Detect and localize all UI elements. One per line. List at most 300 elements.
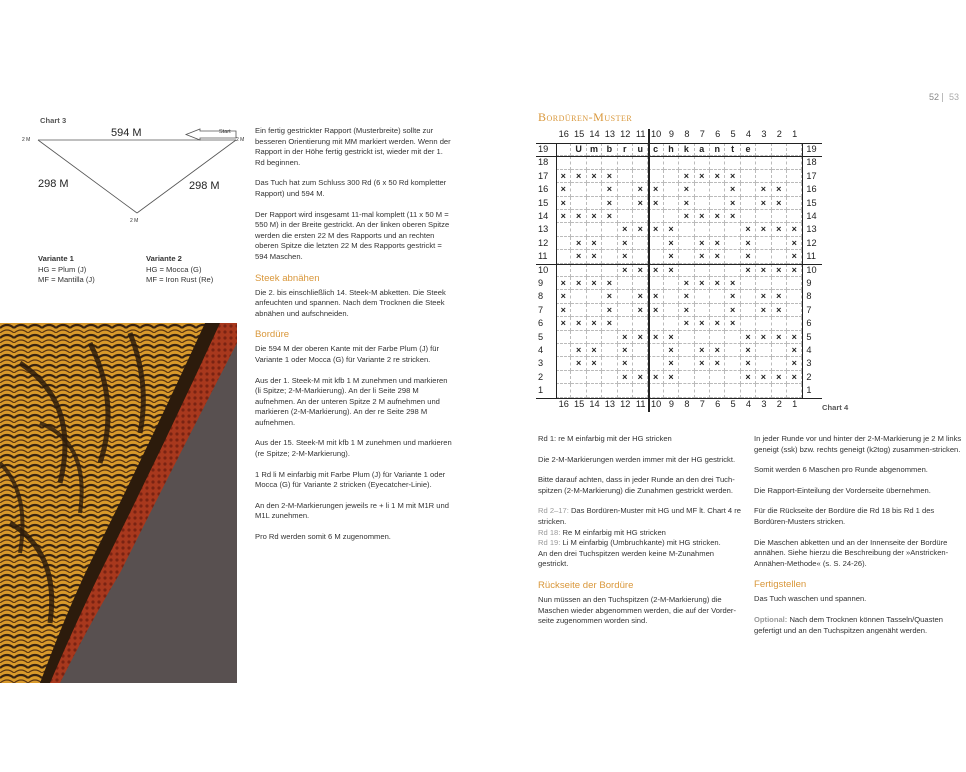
chart4-mf-stitch: × (741, 331, 756, 344)
chart4-cell (602, 331, 617, 344)
chart4-mf-stitch: × (571, 317, 586, 330)
chart4-mf-stitch: × (679, 197, 694, 210)
chart4-cell (648, 317, 663, 330)
chart4-cell (787, 197, 802, 210)
chart4-row-number-right: 11 (806, 251, 816, 262)
chart4-cell (556, 223, 571, 236)
chart4-mf-stitch: × (710, 277, 725, 290)
chart4-heading: Bordüren-Muster (538, 110, 633, 124)
chart4-fold-letter: e (741, 143, 756, 156)
text-bordure-6: Pro Rd werden somit 6 M zugenommen. (255, 532, 391, 542)
chart4-mf-stitch: × (556, 317, 571, 330)
chart4-cell (772, 143, 787, 156)
chart4-mf-stitch: × (679, 170, 694, 183)
right-edge-count: 298 M (189, 180, 220, 192)
chart4-mf-stitch: × (556, 304, 571, 317)
heading-bordure: Bordüre (255, 329, 290, 341)
chart4-mf-stitch: × (741, 237, 756, 250)
chart4-row-number-right: 9 (806, 278, 812, 288)
page-number-right: 53 (949, 92, 960, 102)
text-wash: Das Tuch waschen und spannen. (754, 594, 867, 604)
chart4-cell (695, 371, 710, 384)
text-bordure-2: Aus der 1. Steek-M mit kfb 1 M zunehmen und markieren (li Spitze; 2-M-Markierung). An der li Seite 298 M aufnehmen. An der unteren Spitze 2 M aufnehmen und markieren (2-M-Markierung). An der re Seite 298 M aufnehmen. (255, 375, 448, 427)
chart4-row-number-right: 6 (806, 318, 812, 329)
chart4-col-number-bottom: 4 (745, 398, 752, 409)
chart4-mf-stitch: × (710, 357, 725, 370)
chart4-mf-stitch: × (648, 371, 663, 384)
chart4-mf-stitch: × (587, 210, 602, 223)
chart4-mf-stitch: × (679, 210, 694, 223)
chart4-mf-stitch: × (756, 197, 771, 210)
chart4-cell (602, 156, 617, 169)
chart4-mf-stitch: × (602, 317, 617, 330)
chart4-mf-stitch: × (648, 183, 663, 196)
chart4-cell (741, 317, 756, 330)
chart4-mf-stitch: × (756, 223, 771, 236)
chart4-mf-stitch: × (741, 223, 756, 236)
chart4-mf-stitch: × (679, 277, 694, 290)
chart4-left-rule (556, 143, 557, 398)
chart4-mf-stitch: × (602, 304, 617, 317)
chart4-row-number-right: 4 (806, 345, 812, 355)
chart4-cell (571, 156, 586, 169)
chart4-cell (633, 317, 648, 330)
chart4-cell (664, 317, 679, 330)
chart4-cell (695, 264, 710, 277)
text-increase-points: Bitte darauf achten, dass in jeder Runde an den drei Tuch-spitzen (2-M-Markierung) die Zunahmen gestrickt werden. (538, 475, 735, 495)
instructions-column-middle (255, 126, 453, 553)
chart4-mf-stitch: × (787, 331, 802, 344)
chart4-cell (556, 384, 571, 397)
chart4-cell (618, 156, 633, 169)
chart4-cell (679, 371, 694, 384)
chart4-cell (741, 170, 756, 183)
chart4-cell (772, 210, 787, 223)
chart4-cell (772, 357, 787, 370)
chart4-cell (679, 344, 694, 357)
text-round-1: Rd 1: re M einfarbig mit der HG stricken (538, 434, 672, 443)
chart4-cell (772, 156, 787, 169)
chart4-cell (725, 371, 740, 384)
chart4-cell (587, 384, 602, 397)
chart4-cell (756, 357, 771, 370)
chart4-col-number-bottom: 16 (558, 398, 569, 409)
chart4-cell (787, 143, 802, 156)
chart4-row-number-left: 13 (538, 224, 549, 235)
chart4-mf-stitch: × (695, 277, 710, 290)
text-round-count: Das Tuch hat zum Schluss 300 Rd (6 x 50 Rd kompletter Rapport) und 594 M. (255, 178, 447, 198)
chart4-col-number-bottom: 14 (589, 398, 600, 409)
chart4-cell (587, 331, 602, 344)
chart4-row-number-left: 4 (538, 345, 544, 355)
chart4-mf-stitch: × (571, 344, 586, 357)
chart4-col-number-top: 3 (761, 129, 767, 139)
chart4-row-number-right: 19 (806, 144, 817, 154)
chart4-mf-stitch: × (587, 277, 602, 290)
chart4-row-number-right: 13 (806, 224, 817, 235)
text-decrease: In jeder Runde vor und hinter der 2-M-Markierung je 2 M links geneigt (ssk) bzw. rechts geneigt (k2tog) zusammen-stricken. (754, 434, 962, 454)
chart4-cell (571, 331, 586, 344)
chart4-cell (587, 223, 602, 236)
chart4-cell (787, 304, 802, 317)
chart4-cell (571, 384, 586, 397)
text-rapport-marking: Ein fertig gestrickter Rapport (Musterbreite) sollte zur besseren Orientierung mit MM markiert werden. Wenn der Rapport in der Höhe fertig gestrickt ist, wieder mit der 1. Rd beginnen. (255, 126, 451, 167)
chart4-label: Chart 4 (822, 403, 849, 412)
chart4-row-number-left: 8 (538, 291, 544, 302)
chart4-cell (633, 250, 648, 263)
chart4-row-number-right: 7 (806, 304, 812, 315)
chart4-row-number-right: 15 (806, 197, 817, 208)
chart4-cell (772, 277, 787, 290)
chart4-mf-stitch: × (772, 197, 787, 210)
chart4-mf-stitch: × (648, 264, 663, 277)
chart4-cell (618, 304, 633, 317)
text-repeat-division: Die Rapport-Einteilung der Vorderseite übernehmen. (754, 485, 931, 495)
chart4-mf-stitch: × (756, 371, 771, 384)
text-bordure-1: Die 594 M der oberen Kante mit der Farbe Plum (J) für Variante 1 oder Mocca (G) für Variante 2 re stricken. (255, 344, 440, 364)
chart4-fold-letter: t (725, 143, 740, 156)
chart4-mf-stitch: × (648, 223, 663, 236)
chart4-mf-stitch: × (633, 371, 648, 384)
chart4-cell (695, 223, 710, 236)
chart4-cell (725, 156, 740, 169)
chart4-cell (664, 277, 679, 290)
chart4-cell (741, 183, 756, 196)
chart4-top-rule (536, 143, 822, 144)
chart4-cell (710, 371, 725, 384)
chart4-cell (756, 384, 771, 397)
variant-2 (146, 254, 213, 286)
chart4-cell (648, 357, 663, 370)
chart4-cell (556, 344, 571, 357)
chart4-mf-stitch: × (679, 304, 694, 317)
chart4-mf-stitch: × (664, 344, 679, 357)
chart4-cell (756, 317, 771, 330)
chart4-mf-stitch: × (725, 210, 740, 223)
chart4-row-number-left: 18 (538, 157, 549, 168)
chart4-cell (756, 156, 771, 169)
chart4-mf-stitch: × (633, 304, 648, 317)
chart4-cell (725, 384, 740, 397)
chart4-cell (725, 344, 740, 357)
text-back-rounds: Für die Rückseite der Bordüre die Rd 18 bis Rd 1 des Bordüren-Musters stricken. (754, 506, 935, 526)
chart4-cell (756, 344, 771, 357)
variant-2-hg: HG = Mocca (G) (146, 264, 202, 274)
chart4-mf-stitch: × (587, 250, 602, 263)
chart4-mf-stitch: × (602, 210, 617, 223)
chart4-mf-stitch: × (679, 183, 694, 196)
chart4-mf-stitch: × (787, 250, 802, 263)
text-bordure-4: 1 Rd li M einfarbig mit Farbe Plum (J) für Variante 1 oder Mocca (G) für Variante 2 stricken (Eyecatcher-Linie). (255, 469, 446, 490)
chart4-cell (556, 237, 571, 250)
chart4-row19-rule (536, 156, 822, 157)
chart4-cell (741, 156, 756, 169)
chart4-mf-stitch: × (756, 264, 771, 277)
page-number-left: 52 (929, 92, 940, 102)
chart4-cell (618, 277, 633, 290)
chart4-mf-stitch: × (710, 317, 725, 330)
chart4-cell (587, 264, 602, 277)
chart4-cell (648, 170, 663, 183)
chart4-mf-stitch: × (664, 237, 679, 250)
chart4-row-number-right: 16 (806, 184, 817, 195)
chart4-cell (695, 304, 710, 317)
chart4-cell (756, 143, 771, 156)
chart4-cell (679, 250, 694, 263)
chart4-cell (772, 344, 787, 357)
chart4-mf-stitch: × (602, 183, 617, 196)
chart4-cell (587, 371, 602, 384)
corner-label-right: 2 M (236, 137, 245, 143)
chart4-mf-stitch: × (725, 290, 740, 303)
chart4-row-number-left: 3 (538, 358, 544, 369)
chart4-row-number-right: 2 (806, 371, 812, 382)
chart4-cell (741, 290, 756, 303)
chart4-mf-stitch: × (571, 277, 586, 290)
chart4-cell (710, 183, 725, 196)
chart4-mf-stitch: × (756, 331, 771, 344)
chart4-mf-stitch: × (587, 357, 602, 370)
chart4-row-number-left: 2 (538, 371, 544, 382)
chart4-cell (679, 237, 694, 250)
chart4-cell (556, 264, 571, 277)
chart4-mf-stitch: × (695, 210, 710, 223)
text-marker-hg: Die 2-M-Markierungen werden immer mit der HG gestrickt. (538, 454, 736, 464)
chart4-row-number-right: 5 (806, 331, 812, 342)
chart4-col-number-top: 4 (745, 129, 752, 139)
chart4-mf-stitch: × (618, 250, 633, 263)
chart4-col-number-bottom: 11 (635, 398, 646, 409)
chart4-cell (556, 143, 571, 156)
chart4-row-number-left: 14 (538, 211, 549, 221)
chart4-mf-stitch: × (571, 237, 586, 250)
chart4-mf-stitch: × (633, 223, 648, 236)
chart4-cell (571, 290, 586, 303)
chart4-fold-letter: h (664, 143, 679, 156)
chart4-row-number-left: 19 (538, 144, 549, 154)
chart4-cell (602, 371, 617, 384)
chart4-cell (695, 384, 710, 397)
chart4-mf-stitch: × (710, 344, 725, 357)
chart4-mf-stitch: × (648, 290, 663, 303)
chart4-row-number-left: 12 (538, 237, 549, 248)
chart4-mf-stitch: × (633, 331, 648, 344)
chart4-cell (648, 250, 663, 263)
chart4-cell (725, 223, 740, 236)
chart4-cell (587, 156, 602, 169)
chart4-cell (756, 277, 771, 290)
chart4-cell (710, 304, 725, 317)
chart4-cell (664, 183, 679, 196)
chart4-col-number-top: 5 (730, 129, 736, 139)
chart4-mf-stitch: × (556, 197, 571, 210)
chart4-cell (556, 357, 571, 370)
chart4-cell (602, 237, 617, 250)
chart4-cell (756, 250, 771, 263)
chart4-cell (571, 197, 586, 210)
chart4-cell (741, 277, 756, 290)
chart4-cell (679, 223, 694, 236)
chart4-mf-stitch: × (587, 237, 602, 250)
chart4-col-number-bottom: 12 (620, 398, 631, 409)
chart4-mf-stitch: × (756, 290, 771, 303)
chart4-cell (787, 290, 802, 303)
chart4-fold-letter: r (618, 143, 633, 156)
chart4-cell (633, 277, 648, 290)
chart4-mf-stitch: × (556, 183, 571, 196)
chart4-col-number-bottom: 1 (792, 398, 798, 409)
chart4-col-number-bottom: 5 (730, 398, 736, 409)
chart4-col-number-bottom: 9 (668, 398, 675, 409)
chart4-row-number-left: 15 (538, 197, 549, 208)
chart4-col-number-top: 2 (776, 129, 782, 139)
chart4-mf-stitch: × (648, 197, 663, 210)
chart4-col-number-top: 9 (668, 129, 675, 139)
chart4-mf-stitch: × (772, 371, 787, 384)
chart4-cell (664, 304, 679, 317)
chart4-cell (618, 290, 633, 303)
chart4-row-number-left: 9 (538, 278, 544, 288)
chart4-mf-stitch: × (664, 250, 679, 263)
chart4-row-number-right: 8 (806, 291, 812, 302)
chart4-row-number-left: 16 (538, 184, 549, 195)
chart4-cell (664, 290, 679, 303)
chart4-cell (741, 197, 756, 210)
chart4-cell (772, 384, 787, 397)
chart4-mf-stitch: × (571, 210, 586, 223)
chart4-cell (710, 197, 725, 210)
chart4-cell (648, 384, 663, 397)
chart4-cell (571, 371, 586, 384)
page-number-divider (942, 93, 943, 102)
chart4-mf-stitch: × (725, 277, 740, 290)
chart4-bottom-rule (536, 398, 822, 399)
chart4-fold-letter: b (602, 143, 617, 156)
chart4-cell (571, 304, 586, 317)
chart4-mf-stitch: × (710, 210, 725, 223)
chart4-mf-stitch: × (741, 250, 756, 263)
chart4-cell (618, 170, 633, 183)
chart4-fold-letter: c (648, 143, 663, 156)
chart4-fold-letter: U (571, 143, 586, 156)
chart4-cell (710, 156, 725, 169)
instructions-column-right-a (538, 434, 742, 637)
chart4-cell (618, 210, 633, 223)
chart4-col-number-top: 7 (699, 129, 705, 139)
chart4-col-number-bottom: 2 (776, 398, 782, 409)
chart4-col-number-top: 16 (558, 129, 569, 139)
chart4-mf-stitch: × (556, 277, 571, 290)
chart4-cell (633, 156, 648, 169)
chart4-mf-stitch: × (710, 237, 725, 250)
chart4-cell (587, 290, 602, 303)
chart4-cell (664, 170, 679, 183)
chart4-row-number-left: 7 (538, 304, 544, 315)
chart3-triangle (30, 125, 250, 225)
chart4-mf-stitch: × (787, 357, 802, 370)
chart4-mf-stitch: × (571, 250, 586, 263)
chart4-cell (725, 250, 740, 263)
chart4-mf-stitch: × (602, 197, 617, 210)
chart4-cell (602, 223, 617, 236)
chart4-cell (725, 331, 740, 344)
chart4-mf-stitch: × (695, 250, 710, 263)
chart4-cell (571, 223, 586, 236)
chart4-cell (787, 384, 802, 397)
variant-1-mf: MF = Mantilla (J) (38, 275, 95, 284)
chart4-cell (679, 331, 694, 344)
chart4-mf-stitch: × (587, 344, 602, 357)
chart4-cell (664, 156, 679, 169)
chart4-row-number-right: 3 (806, 358, 812, 369)
chart4-cell (679, 156, 694, 169)
chart4-cell (618, 317, 633, 330)
chart4-mf-stitch: × (695, 344, 710, 357)
chart3-title: Chart 3 (40, 116, 67, 125)
text-bind-off: Die Maschen abketten und an der Innenseite der Bordüre annähen. Siehe hierzu die Beschreibung der »Anstricken-Annähen-Methode« (s. S. 24-26). (754, 537, 949, 568)
chart4-mf-stitch: × (648, 331, 663, 344)
chart4-cell (695, 156, 710, 169)
chart4-cell (787, 277, 802, 290)
chart4-mf-stitch: × (772, 183, 787, 196)
chart4-cell (772, 317, 787, 330)
chart4-mf-stitch: × (664, 357, 679, 370)
chart4-mf-stitch: × (695, 237, 710, 250)
chart4-mf-stitch: × (633, 290, 648, 303)
chart4-cell (633, 210, 648, 223)
chart4-cell (787, 210, 802, 223)
chart4-cell (556, 331, 571, 344)
corner-label-bottom: 2 M (130, 218, 139, 224)
text-round-19: Rd 19: Li M einfarbig (Umbruchkante) mit HG stricken. (538, 538, 721, 548)
chart4-mf-stitch: × (571, 357, 586, 370)
chart4-mf-stitch: × (725, 183, 740, 196)
chart4-cell (725, 357, 740, 370)
chart4-row-number-left: 10 (538, 264, 549, 275)
chart4-cell (648, 156, 663, 169)
chart4-cell (787, 317, 802, 330)
text-repeat-width: Der Rapport wird insgesamt 11-mal komplett (11 x 50 M = 550 M) in der Breite gestrickt. An der linken oberen Spitze werden die ersten 22 M des Rapports und an rechten oberen Spitze die letzten 22 M des Rapports gestrickt = 594 Maschen. (255, 209, 450, 261)
chart4-mf-stitch: × (664, 331, 679, 344)
chart4-mf-stitch: × (633, 183, 648, 196)
chart4-cell (587, 183, 602, 196)
chart4-cell (633, 384, 648, 397)
chart4-col-number-bottom: 6 (715, 398, 721, 409)
chart4-cell (648, 277, 663, 290)
chart4-mf-stitch: × (664, 371, 679, 384)
chart4-mf-stitch: × (618, 357, 633, 370)
text-round-2-17: Rd 2–17: Das Bordüren-Muster mit HG und MF lt. Chart 4 re stricken. (538, 506, 742, 526)
chart4-mf-stitch: × (633, 197, 648, 210)
chart4-cell (633, 357, 648, 370)
chart4-cell (710, 264, 725, 277)
chart4-cell (787, 183, 802, 196)
chart4-fold-letter: k (679, 143, 694, 156)
chart4-cell (725, 264, 740, 277)
chart4-col-number-top: 14 (589, 129, 600, 139)
chart4-mf-stitch: × (741, 264, 756, 277)
left-edge-count: 298 M (38, 178, 69, 190)
chart4-row-number-right: 12 (806, 237, 817, 248)
chart4-cell (710, 331, 725, 344)
chart4-cell (633, 170, 648, 183)
chart4-col-number-bottom: 15 (573, 398, 585, 409)
chart4-mf-stitch: × (772, 331, 787, 344)
heading-steek: Steek abnähen (255, 272, 320, 284)
chart4-cell (618, 183, 633, 196)
chart4-mf-stitch: × (618, 344, 633, 357)
chart4-mf-stitch: × (664, 223, 679, 236)
